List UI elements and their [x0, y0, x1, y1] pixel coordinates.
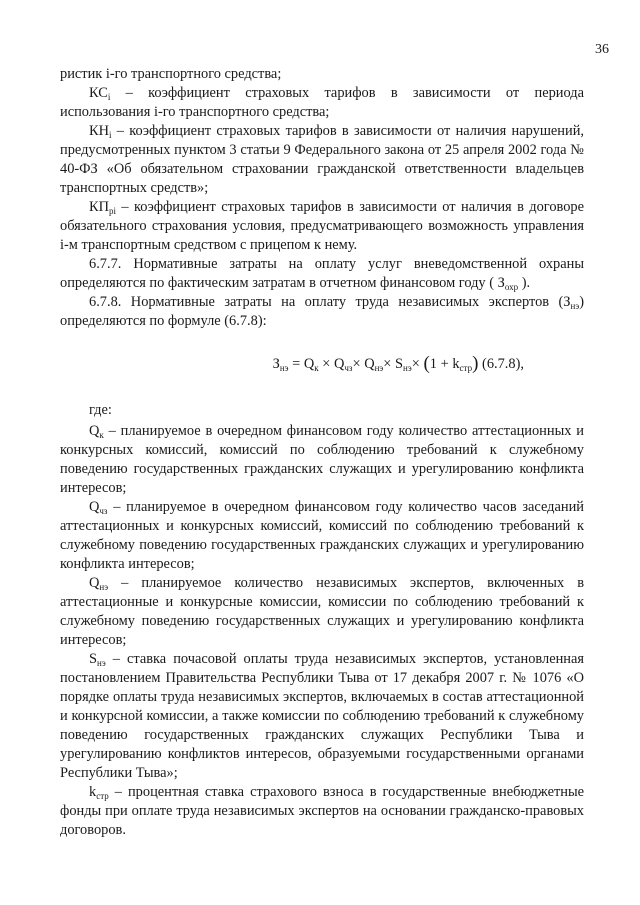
paragraph-text: 6.7.7. Нормативные затраты на оплату услуг вневедомственной охраны определяются по фактическим затратам в отчетном финансовом году (: [60, 256, 584, 291]
formula-plus: +: [440, 356, 449, 372]
symbol-kp: КП: [89, 199, 109, 215]
formula-lhs: З: [272, 356, 280, 372]
paragraph-ks: [60, 84, 584, 122]
formula-kstr-sub: стр: [459, 363, 473, 373]
formula-sne: S: [395, 356, 404, 372]
paragraph-text: – коэффициент страховых тарифов в зависимости от наличия в договоре обязательного страхования условия, предусматривающего возможность управления i-м транспортным средством с прицепом к нему.: [60, 199, 584, 253]
symbol-kp-sub: рi: [109, 206, 117, 216]
formula-qne-sub: нэ: [374, 363, 384, 373]
definition-symbol: Q: [89, 423, 100, 439]
formula-times-4: ×: [411, 356, 420, 372]
definitions-intro: где:: [89, 402, 112, 418]
formula-qchz: Q: [333, 356, 345, 372]
definition-text: – планируемое в очередном финансовом году количество часов заседаний аттестационных и конкурсных комиссий, комиссий по соблюдению требований к служебному поведению государственных гражданских служащих и урегулированию конфликта интересов;: [60, 499, 584, 572]
symbol-zne-sub: нэ: [570, 301, 580, 311]
definition-symbol: Q: [89, 575, 100, 591]
paragraph-text: ристик i-го транспортного средства;: [60, 66, 282, 82]
formula-label: (6.7.8),: [482, 356, 524, 372]
definition-text: – планируемое в очередном финансовом году количество аттестационных и конкурсных комиссий, комиссий по соблюдению требований к служебному поведению государственных гражданских служащих и урегулированию конфликта интересов;: [60, 423, 584, 496]
formula-eq: =: [292, 356, 301, 372]
definition-symbol: S: [89, 651, 98, 667]
paragraph-text: – коэффициент страховых тарифов в зависимости от периода использования i-го транспортного средства;: [60, 85, 584, 120]
paragraph-6-7-8: [60, 293, 584, 331]
formula-times-3: ×: [383, 356, 392, 372]
formula-6-7-8: [60, 354, 584, 374]
definition-symbol-sub: нэ: [97, 658, 106, 668]
page-number: 36: [595, 42, 609, 57]
formula-one: 1: [429, 356, 437, 372]
definition-symbol: k: [89, 784, 97, 800]
paragraph-text: – коэффициент страховых тарифов в зависимости от наличия нарушений, предусмотренных пунктом 3 статьи 9 Федерального закона от 25 апреля 2002 года № 40-ФЗ «Об обязательном страховании гражданской ответственности владельцев транспортных средств»;: [60, 123, 584, 196]
formula-times-1: ×: [322, 356, 331, 372]
formula-sne-sub: нэ: [403, 363, 412, 373]
symbol-zohr: З: [497, 275, 505, 291]
formula-times-2: ×: [352, 356, 361, 372]
paragraph-continuation: [60, 65, 584, 84]
symbol-ks: КС: [89, 85, 108, 101]
formula-paren-close: ): [472, 353, 479, 374]
paragraph-6-7-7: [60, 255, 584, 293]
definition-qk: [60, 422, 584, 498]
definition-text: – ставка почасовой оплаты труда независимых экспертов, установленная постановлением Правительства Республики Тыва от 17 декабря 2007 г. № 1076 «О порядке оплаты труда независимых экспертов, включаемых в состав аттестационной и конкурсной комиссии, а также комиссии по соблюдению требований к служебному поведению государственных гражданских служащих Республики Тыва и урегулированию конфликтов интересов, образуемыми государственными органами Республики Тыва»;: [60, 651, 584, 781]
definition-symbol-sub: к: [99, 430, 104, 440]
formula-qk-sub: к: [314, 363, 319, 373]
definition-kstr: [60, 783, 584, 840]
definition-qne: [60, 574, 584, 650]
symbol-kn-sub: i: [109, 130, 112, 140]
definition-text: – процентная ставка страхового взноса в государственные внебюджетные фонды при оплате труда независимых экспертов на основании гражданско-правовых договоров.: [60, 784, 584, 838]
formula-qk: Q: [303, 356, 315, 372]
formula-qne: Q: [364, 356, 375, 372]
definition-symbol: Q: [89, 499, 100, 515]
formula-lhs-sub: нэ: [279, 363, 289, 373]
definition-symbol-sub: стр: [96, 791, 109, 801]
formula-paren-open: (: [423, 353, 430, 374]
paragraph-text-end: ) определяются по формуле (6.7.8):: [60, 294, 584, 329]
symbol-zne: З: [563, 294, 571, 310]
paragraph-text: 6.7.8. Нормативные затраты на оплату труда независимых экспертов (: [89, 294, 564, 310]
symbol-zohr-sub: охр: [504, 282, 519, 292]
formula-qchz-sub: чз: [344, 363, 353, 373]
symbol-kn: КН: [89, 123, 109, 139]
definition-symbol-sub: чз: [99, 506, 108, 516]
formula-kstr: k: [452, 356, 460, 372]
symbol-ks-sub: i: [107, 92, 111, 102]
definition-qchz: [60, 498, 584, 574]
definition-text: – планируемое количество независимых экспертов, включенных в аттестационные и конкурсные комиссии, комиссии по соблюдению требований к служебному поведению государственных служащих и урегулированию конфликта интересов;: [60, 575, 584, 648]
definition-symbol-sub: нэ: [99, 582, 109, 592]
definition-sne: [60, 650, 584, 783]
paragraph-kn: [60, 122, 584, 198]
paragraph-text-end: ).: [521, 275, 531, 291]
paragraph-kp: [60, 198, 584, 255]
document-body: [60, 65, 584, 840]
